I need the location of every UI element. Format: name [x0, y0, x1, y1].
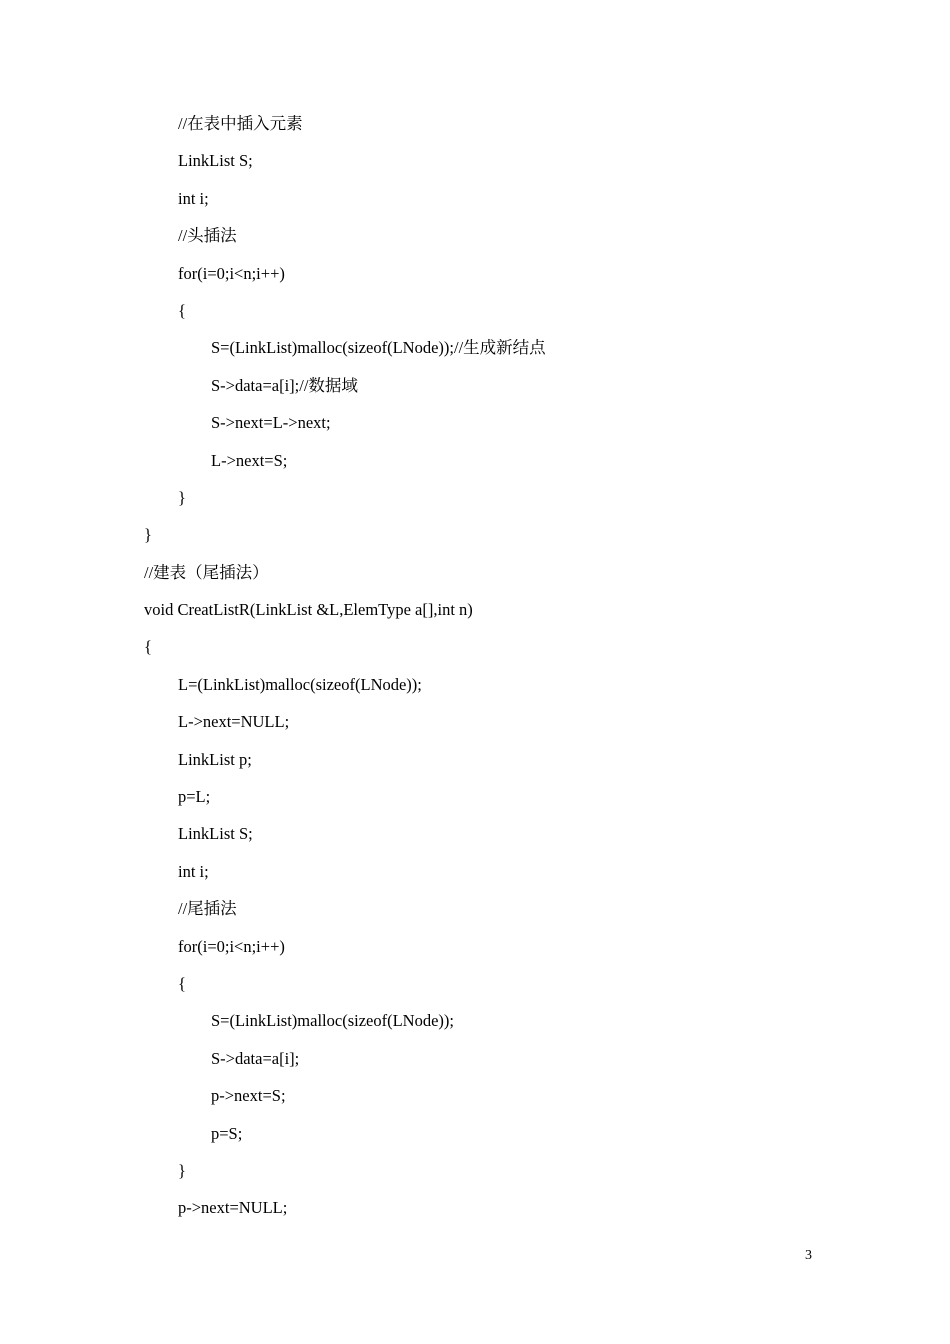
code-line: p=S; [211, 1123, 243, 1143]
code-line: } [178, 1160, 186, 1180]
code-line: for(i=0;i<n;i++) [178, 936, 285, 956]
code-line: LinkList p; [178, 749, 252, 769]
code-line: //尾插法 [178, 899, 237, 919]
code-line: } [144, 525, 152, 545]
code-line: { [178, 300, 186, 320]
code-line: S->data=a[i];//数据域 [211, 375, 358, 395]
code-line: S->data=a[i]; [211, 1048, 300, 1068]
code-line: //头插法 [178, 226, 237, 246]
code-line: for(i=0;i<n;i++) [178, 263, 285, 283]
code-line: //在表中插入元素 [178, 114, 303, 133]
code-line: { [144, 637, 152, 657]
code-line: int i; [178, 861, 209, 881]
code-line: S=(LinkList)malloc(sizeof(LNode));//生成新结点 [211, 338, 546, 358]
code-line: p->next=NULL; [178, 1198, 288, 1218]
page-number: 3 [805, 1248, 812, 1263]
code-line: L->next=S; [211, 450, 288, 470]
code-block [144, 105, 824, 1227]
code-line: } [178, 487, 186, 507]
code-line: void CreatListR(LinkList &L,ElemType a[],int n) [144, 600, 473, 620]
code-line: LinkList S; [178, 151, 253, 171]
code-line: LinkList S; [178, 824, 253, 844]
code-line: p->next=S; [211, 1086, 286, 1106]
code-line: L=(LinkList)malloc(sizeof(LNode)); [178, 674, 422, 694]
code-line: L->next=NULL; [178, 712, 290, 732]
code-line: S=(LinkList)malloc(sizeof(LNode)); [211, 1011, 454, 1031]
code-line: S->next=L->next; [211, 413, 331, 433]
code-line: int i; [178, 188, 209, 208]
code-line: { [178, 973, 186, 993]
code-line: p=L; [178, 787, 211, 807]
code-line: //建表（尾插法） [144, 562, 269, 582]
